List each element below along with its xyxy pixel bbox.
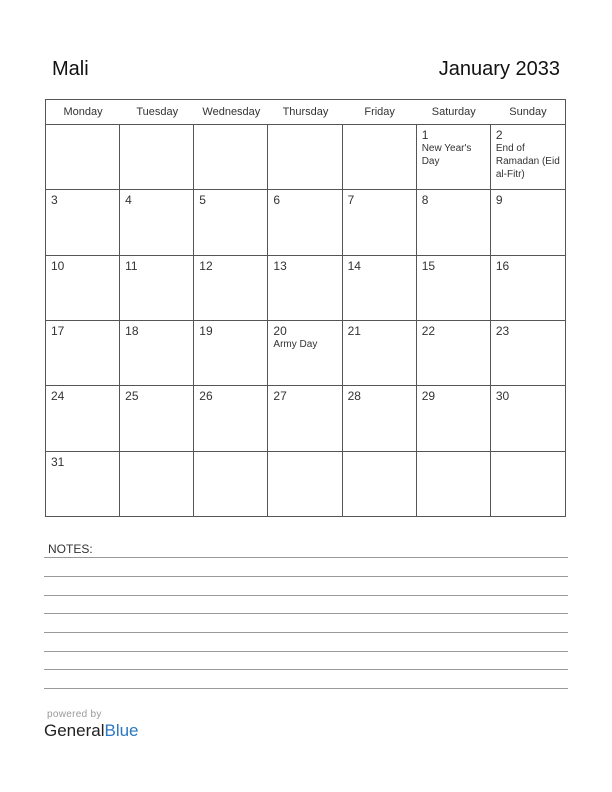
day-number: 7 xyxy=(347,193,355,208)
weekday-sunday: Sunday xyxy=(509,106,547,118)
day-number: 16 xyxy=(495,258,510,273)
day-number: 20 xyxy=(273,324,287,338)
day-cell xyxy=(194,321,268,386)
day-cell xyxy=(343,190,417,255)
day-cell xyxy=(343,256,417,321)
day-cell xyxy=(491,256,565,321)
day-cells xyxy=(46,125,565,517)
day-cell xyxy=(491,386,565,451)
day-cell xyxy=(120,256,194,321)
day-cell xyxy=(268,386,342,451)
notes-line xyxy=(44,613,568,614)
weekday-saturday: Saturday xyxy=(431,106,476,118)
day-cell xyxy=(46,452,120,517)
day-cell xyxy=(417,125,491,190)
day-cell xyxy=(268,321,342,386)
day-cell xyxy=(194,190,268,255)
weekday-wednesday: Wednesday xyxy=(202,106,261,118)
day-cell xyxy=(120,321,194,386)
day-number: 11 xyxy=(125,258,138,273)
day-number: 23 xyxy=(495,324,510,338)
day-cell xyxy=(268,125,342,190)
weekday-thursday: Thursday xyxy=(282,106,329,118)
day-cell xyxy=(417,452,491,517)
day-number: 15 xyxy=(421,258,436,273)
day-cell xyxy=(268,190,342,255)
day-cell xyxy=(491,452,565,517)
day-cell xyxy=(417,190,491,255)
day-cell xyxy=(194,386,268,451)
day-cell xyxy=(343,321,417,386)
day-cell xyxy=(46,125,120,190)
month-title: January 2033 xyxy=(438,58,560,80)
notes-line xyxy=(44,557,568,558)
day-number: 12 xyxy=(199,258,213,273)
day-cell xyxy=(491,321,565,386)
day-cell xyxy=(46,321,120,386)
holiday-label: End of Ramadan (Eid al-Fitr) xyxy=(495,143,560,180)
day-number: 5 xyxy=(199,193,206,208)
day-cell xyxy=(417,321,491,386)
day-number: 28 xyxy=(347,389,361,404)
day-number: 29 xyxy=(421,389,436,404)
day-cell xyxy=(120,190,194,255)
calendar-grid xyxy=(45,99,566,517)
day-number: 25 xyxy=(125,389,139,404)
day-cell xyxy=(417,386,491,451)
brand-general: General xyxy=(44,721,105,740)
weekday-monday: Monday xyxy=(63,106,103,118)
day-cell xyxy=(120,386,194,451)
weekday-header xyxy=(46,100,565,125)
day-number: 14 xyxy=(347,258,361,273)
day-cell xyxy=(120,125,194,190)
day-cell xyxy=(343,386,417,451)
day-number: 17 xyxy=(51,324,65,338)
day-number: 13 xyxy=(273,258,287,273)
day-cell xyxy=(417,256,491,321)
day-cell xyxy=(343,452,417,517)
notes-line xyxy=(44,576,568,577)
day-number: 1 xyxy=(421,128,429,142)
day-number: 24 xyxy=(51,389,65,404)
weekday-tuesday: Tuesday xyxy=(136,106,179,118)
day-number: 18 xyxy=(125,324,139,338)
day-cell xyxy=(46,190,120,255)
powered-by-text: powered by xyxy=(47,709,102,720)
generalblue-logo[interactable] xyxy=(44,721,139,741)
day-cell xyxy=(268,256,342,321)
notes-line xyxy=(44,632,568,633)
day-cell xyxy=(194,125,268,190)
day-number: 9 xyxy=(495,193,503,208)
weekday-friday: Friday xyxy=(364,106,395,118)
day-cell xyxy=(120,452,194,517)
notes-label: NOTES: xyxy=(48,542,93,556)
holiday-label: Army Day xyxy=(273,339,318,350)
day-cell xyxy=(268,452,342,517)
notes-line xyxy=(44,688,568,689)
day-number: 31 xyxy=(51,454,65,469)
day-cell xyxy=(491,190,565,255)
day-number: 22 xyxy=(421,324,436,338)
day-number: 3 xyxy=(51,193,58,208)
country-title: Mali xyxy=(52,58,89,80)
day-cell xyxy=(491,125,565,190)
day-cell xyxy=(194,452,268,517)
day-number: 27 xyxy=(273,389,287,404)
day-number: 26 xyxy=(199,389,213,404)
day-number: 8 xyxy=(421,193,429,208)
day-number: 21 xyxy=(347,324,361,338)
day-number: 10 xyxy=(51,258,65,273)
brand-blue: Blue xyxy=(104,721,139,740)
notes-line xyxy=(44,651,568,652)
day-cell xyxy=(194,256,268,321)
day-number: 6 xyxy=(273,193,281,208)
day-number: 30 xyxy=(495,389,510,404)
day-number: 2 xyxy=(495,128,503,142)
day-cell xyxy=(46,386,120,451)
day-number: 19 xyxy=(199,324,213,338)
day-cell xyxy=(343,125,417,190)
notes-line xyxy=(44,595,568,596)
day-cell xyxy=(46,256,120,321)
day-number: 4 xyxy=(125,193,132,208)
notes-line xyxy=(44,669,568,670)
holiday-label: New Year's Day xyxy=(421,143,472,167)
